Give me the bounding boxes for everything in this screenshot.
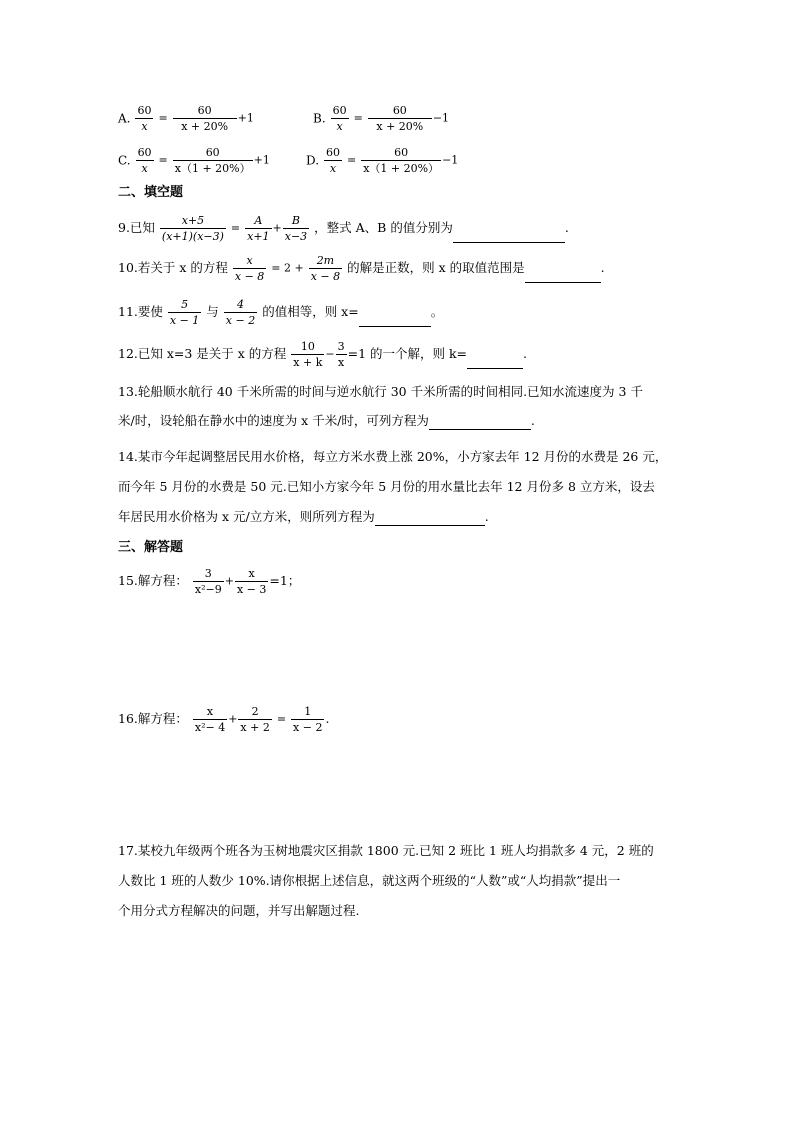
question-16: 16.解方程： $\frac{x}{\text{x²− 4}}$ + $\frac{2}{x + 2}$ = $\frac{1}{x - 2}$ . — [118, 705, 330, 734]
question-12: 12.已知 x=3 是关于 x 的方程 $\frac{10}{x + k}$ − $\frac{3}{x}$ =1 的一个解，则 k= . — [118, 340, 528, 369]
question-17-line-2: 人数比 1 班的人数少 10%.请你根据上述信息，就这两个班级的“人数”或“人均捐款”提出一 — [118, 873, 621, 888]
option-c-tail: +1 — [253, 153, 270, 167]
option-b-tail: −1 — [432, 111, 450, 125]
option-d-rhs: $\frac{60}{x(1 + 20\%)}$ — [363, 146, 440, 175]
q12-answer-blank[interactable] — [467, 354, 523, 369]
option-d: D. $\frac{60}{x}$ = $\frac{60}{x(1 + 20\%)}$ −1 — [306, 146, 459, 175]
question-14-line-1: 14.某市今年起调整居民用水价格，每立方米水费上涨 20%，小方家去年 12 月份的水费是 26 元， — [118, 449, 668, 464]
q9-fraction-2: $\frac{A}{x+1}$ — [247, 214, 270, 243]
q13-answer-blank[interactable] — [429, 415, 531, 430]
option-b-rhs: $\frac{60}{x + 20\%}$ — [368, 104, 432, 133]
option-d-lhs: $\frac{60}{x}$ — [326, 146, 340, 175]
q11-fraction-2: $\frac{4}{x - 2}$ — [225, 298, 256, 327]
option-b: B. $\frac{60}{x}$ = $\frac{60}{x + 20\%}$ −1 — [313, 104, 450, 133]
option-b-lhs: $\frac{60}{x}$ — [332, 104, 347, 133]
q11-answer-blank[interactable] — [359, 312, 431, 327]
q10-answer-blank[interactable] — [525, 268, 601, 283]
section-3-title: 三、解答题 — [118, 540, 184, 555]
q9-answer-blank[interactable] — [453, 228, 565, 243]
q9-fraction-1: $\frac{x+5}{(x+1)(x-3)}$ — [161, 214, 224, 243]
q10-fraction-2: $\frac{2m}{x - 8}$ — [310, 254, 341, 283]
option-a-tail: +1 — [237, 111, 254, 125]
option-a-rhs: $\frac{60}{x + 20\%}$ — [173, 104, 237, 133]
q15-fraction-2: $\frac{x}{x - 3}$ — [236, 567, 267, 596]
option-d-tail: −1 — [442, 153, 459, 167]
question-11: 11.要使 $\frac{5}{x - 1}$ 与 $\frac{4}{x - 2}$ 的值相等，则 x= 。 — [118, 298, 444, 327]
option-a: A. $\frac{60}{x}$ = $\frac{60}{x + 20\%}$ +1 — [118, 104, 254, 133]
option-c-lhs: $\frac{60}{x}$ — [137, 146, 152, 175]
question-15: 15.解方程： $\frac{3}{\text{x²−9}}$ + $\frac{x}{x - 3}$ =1； — [118, 567, 301, 596]
section-2-title: 二、填空题 — [118, 185, 184, 200]
q16-fraction-1: $\frac{x}{\text{x²− 4}}$ — [194, 705, 226, 734]
q16-fraction-2: $\frac{2}{x + 2}$ — [240, 705, 270, 734]
question-13-line-1: 13.轮船顺水航行 40 千米所需的时间与逆水航行 30 千米所需的时间相同.已知水流速度为 3 千 — [118, 384, 643, 399]
question-13-line-2: 米/时，设轮船在静水中的速度为 x 千米/时，可列方程为 . — [118, 413, 535, 428]
q9-fraction-3: $\frac{B}{x-3}$ — [284, 214, 308, 243]
option-c-label: C. — [118, 153, 131, 168]
option-b-label: B. — [313, 111, 326, 126]
option-d-label: D. — [306, 153, 320, 168]
q15-fraction-1: $\frac{3}{\text{x²−9}}$ — [194, 567, 222, 596]
option-a-label: A. — [118, 111, 131, 126]
question-9: 9.已知 $\frac{x+5}{(x+1)(x-3)}$ = $\frac{A}{x+1}$ + $\frac{B}{x-3}$ ，整式 A、B 的值分别为 . — [118, 214, 569, 243]
q12-fraction-1: $\frac{10}{x + k}$ — [293, 340, 323, 369]
q12-fraction-2: $\frac{3}{x}$ — [337, 340, 345, 369]
q16-fraction-3: $\frac{1}{x - 2}$ — [293, 705, 323, 734]
q10-fraction-1: $\frac{x}{x - 8}$ — [234, 254, 265, 283]
option-c-rhs: $\frac{60}{x(1 + 20\%)}$ — [174, 146, 251, 175]
question-17-line-1: 17.某校九年级两个班各为玉树地震灾区捐款 1800 元.已知 2 班比 1 班人均捐款多 4 元，2 班的 — [118, 843, 654, 858]
q14-answer-blank[interactable] — [375, 511, 485, 526]
question-17-line-3: 个用分式方程解决的问题，并写出解题过程. — [118, 903, 360, 918]
q11-fraction-1: $\frac{5}{x - 1}$ — [169, 298, 200, 327]
question-14-line-2: 而今年 5 月份的水费是 50 元.已知小方家今年 5 月份的用水量比去年 12 月份多 8 立方米，设去 — [118, 479, 655, 494]
option-c: C. $\frac{60}{x}$ = $\frac{60}{x(1 + 20\%)}$ +1 — [118, 146, 270, 175]
option-a-lhs: $\frac{60}{x}$ — [137, 104, 152, 133]
question-14-line-3: 年居民用水价格为 x 元/立方米，则所列方程为 . — [118, 509, 489, 524]
question-10: 10.若关于 x 的方程 $\frac{x}{x - 8}$ = 2 + $\frac{2m}{x - 8}$ 的解是正数，则 x 的取值范围是 . — [118, 254, 605, 283]
